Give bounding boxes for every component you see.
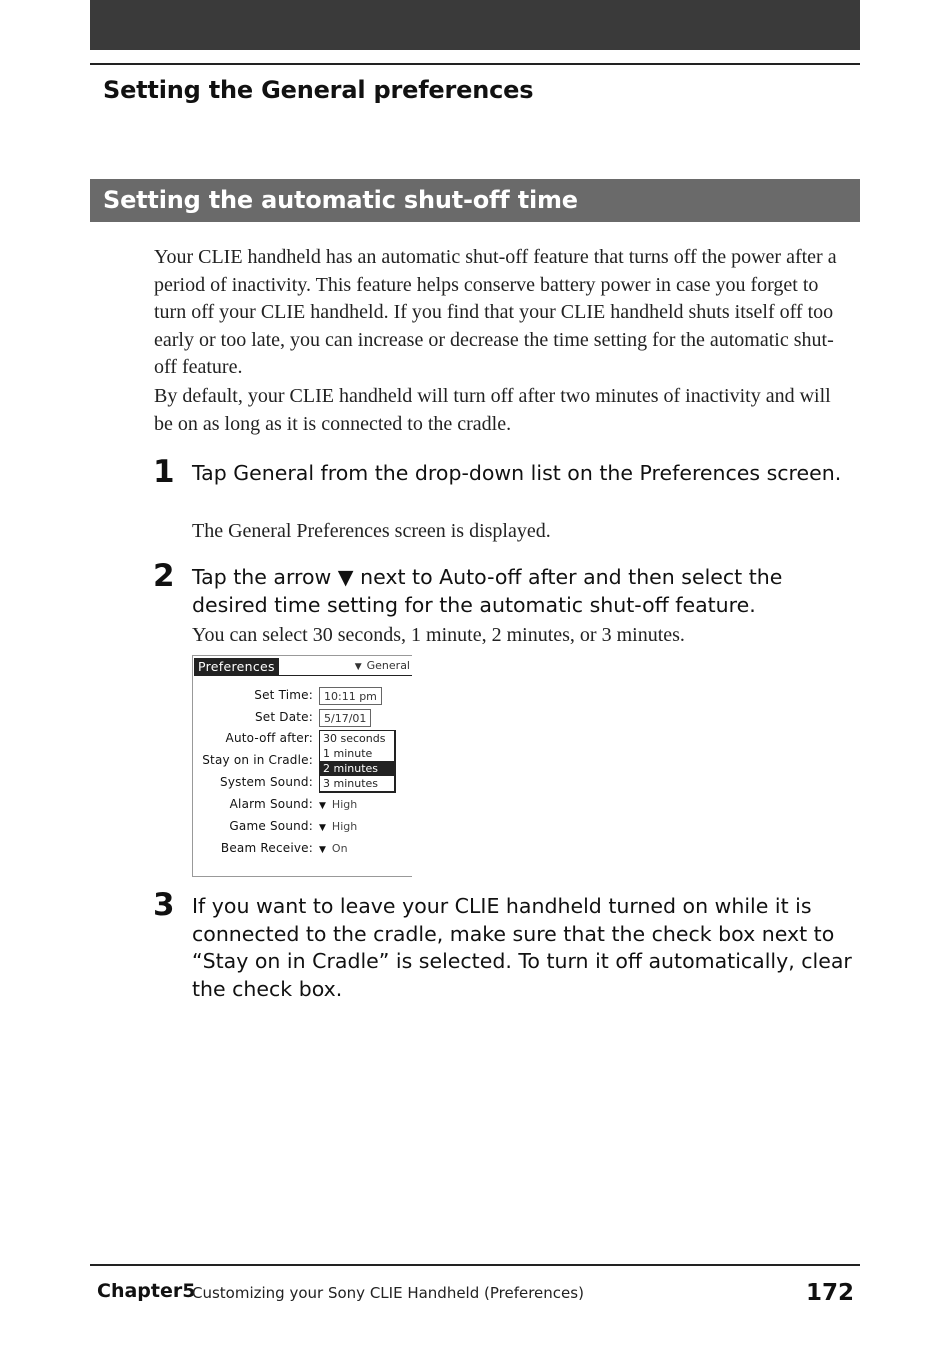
beam-receive-dropdown[interactable]	[319, 842, 348, 855]
title-underline	[194, 675, 412, 676]
intro-paragraph-1: Your CLIE handheld has an automatic shut-off feature that turns off the power after a period of inactivity. This feature helps conserve battery power in case you forget to turn off your CLIE handheld. If you find that your CLIE handheld shuts itself off too early or too late, you can increase or decrease the time setting for the automatic shut-off feature.	[154, 246, 837, 378]
auto-off-option[interactable]: 30 seconds	[323, 732, 386, 745]
header-rule	[90, 63, 860, 65]
auto-off-option[interactable]: 1 minute	[323, 747, 373, 760]
category-value: General	[366, 659, 410, 672]
step-1-note: The General Preferences screen is displayed.	[192, 520, 551, 542]
triangle-down-icon: ▼	[319, 823, 326, 833]
game-sound-dropdown[interactable]	[319, 820, 357, 833]
step-2-number: 2	[153, 558, 175, 594]
step-2-text: Tap the arrow ▼ next to Auto-off after and then select the desired time setting for the automatic shut-off feature.	[192, 565, 783, 617]
game-sound-value: High	[331, 820, 358, 833]
stay-on-cradle-label: Stay on in Cradle:	[202, 753, 313, 767]
set-time-field[interactable]: 10:11 pm	[319, 687, 382, 705]
triangle-down-icon: ▼	[319, 845, 326, 855]
auto-off-option-selected[interactable]: 2 minutes	[320, 761, 394, 776]
alarm-sound-value: High	[331, 798, 358, 811]
preferences-tab[interactable]: Preferences	[194, 658, 279, 675]
auto-off-label: Auto-off after:	[225, 731, 313, 745]
header-bar	[90, 0, 860, 50]
beam-receive-label: Beam Receive:	[220, 841, 313, 855]
step-3-number: 3	[153, 887, 175, 923]
intro-paragraph-2: By default, your CLIE handheld will turn off after two minutes of inactivity and will be on as long as it is connected to the cradle.	[154, 385, 831, 435]
footer-chapter: Chapter5	[97, 1280, 196, 1302]
triangle-down-icon: ▼	[319, 801, 326, 811]
step-3-text: If you want to leave your CLIE handheld turned on while it is connected to the cradle, make sure that the check box next to “Stay on in Cradle” is selected. To turn it off automatically, clear the check box.	[192, 894, 852, 1001]
step-1-number: 1	[153, 454, 175, 490]
subsection-band	[90, 179, 860, 222]
category-dropdown[interactable]	[355, 659, 410, 672]
alarm-sound-label: Alarm Sound:	[229, 797, 313, 811]
alarm-sound-dropdown[interactable]	[319, 798, 357, 811]
page-number: 172	[805, 1280, 854, 1306]
subsection-title: Setting the automatic shut-off time	[103, 186, 578, 214]
system-sound-label: System Sound:	[220, 775, 313, 789]
footer-description: Customizing your Sony CLIE Handheld (Preferences)	[192, 1284, 584, 1302]
preferences-screenshot	[192, 655, 412, 877]
section-title: Setting the General preferences	[103, 76, 534, 104]
auto-off-option[interactable]: 3 minutes	[323, 777, 379, 790]
set-date-label: Set Date:	[254, 710, 313, 724]
step-1-text: Tap General from the drop-down list on the Preferences screen.	[192, 461, 842, 485]
footer-rule	[90, 1264, 860, 1266]
game-sound-label: Game Sound:	[229, 819, 313, 833]
triangle-down-icon: ▼	[354, 662, 362, 672]
beam-receive-value: On	[331, 842, 348, 855]
set-date-field[interactable]: 5/17/01	[319, 709, 371, 727]
auto-off-list[interactable]	[319, 730, 396, 793]
step-2-note: You can select 30 seconds, 1 minute, 2 minutes, or 3 minutes.	[192, 624, 685, 646]
set-time-label: Set Time:	[254, 688, 313, 702]
